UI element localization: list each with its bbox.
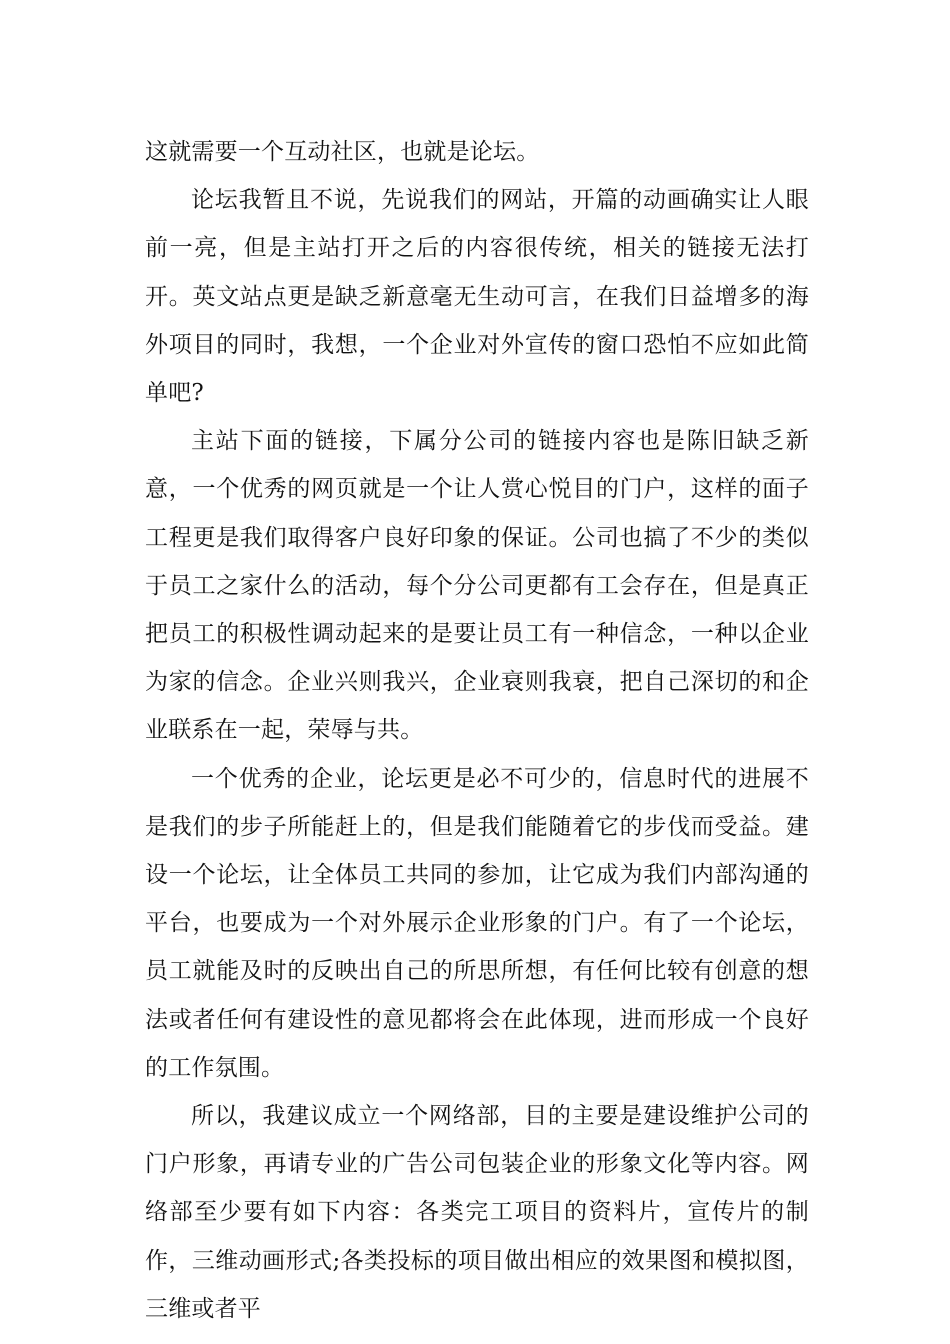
paragraph-2: 论坛我暂且不说，先说我们的网站，开篇的动画确实让人眼前一亮，但是主站打开之后的内容很传统，相关的链接无法打开。英文站点更是缺乏新意毫无生动可言，在我们日益增多的海外项目的同时，我想，一个企业对外宣传的窗口恐怕不应如此简单吧? xyxy=(145,187,809,407)
paragraph-3: 主站下面的链接，下属分公司的链接内容也是陈旧缺乏新意，一个优秀的网页就是一个让人赏心悦目的门户，这样的面子工程更是我们取得客户良好印象的保证。公司也搞了不少的类似于员工之家什么的活动，每个分公司更都有工会存在，但是真正把员工的积极性调动起来的是要让员工有一种信念，一种以企业为家的信念。企业兴则我兴，企业衰则我衰，把自己深切的和企业联系在一起，荣辱与共。 xyxy=(145,428,809,744)
paragraph-1: 这就需要一个互动社区，也就是论坛。 xyxy=(145,139,540,165)
paragraph-4: 一个优秀的企业，论坛更是必不可少的，信息时代的进展不是我们的步子所能赶上的，但是我们能随着它的步伐而受益。建设一个论坛，让全体员工共同的参加，让它成为我们内部沟通的平台，也要成为一个对外展示企业形象的门户。有了一个论坛，员工就能及时的反映出自己的所思所想，有任何比较有创意的想法或者任何有建设性的意见都将会在此体现，进而形成一个良好的工作氛围。 xyxy=(145,765,809,1081)
paragraph-5: 所以，我建议成立一个网络部，目的主要是建设维护公司的门户形象，再请专业的广告公司包装企业的形象文化等内容。网络部至少要有如下内容：各类完工项目的资料片，宣传片的制作，三维动画形式;各类投标的项目做出相应的效果图和模拟图，三维或者平 xyxy=(145,1103,809,1322)
document-body xyxy=(145,128,809,1333)
